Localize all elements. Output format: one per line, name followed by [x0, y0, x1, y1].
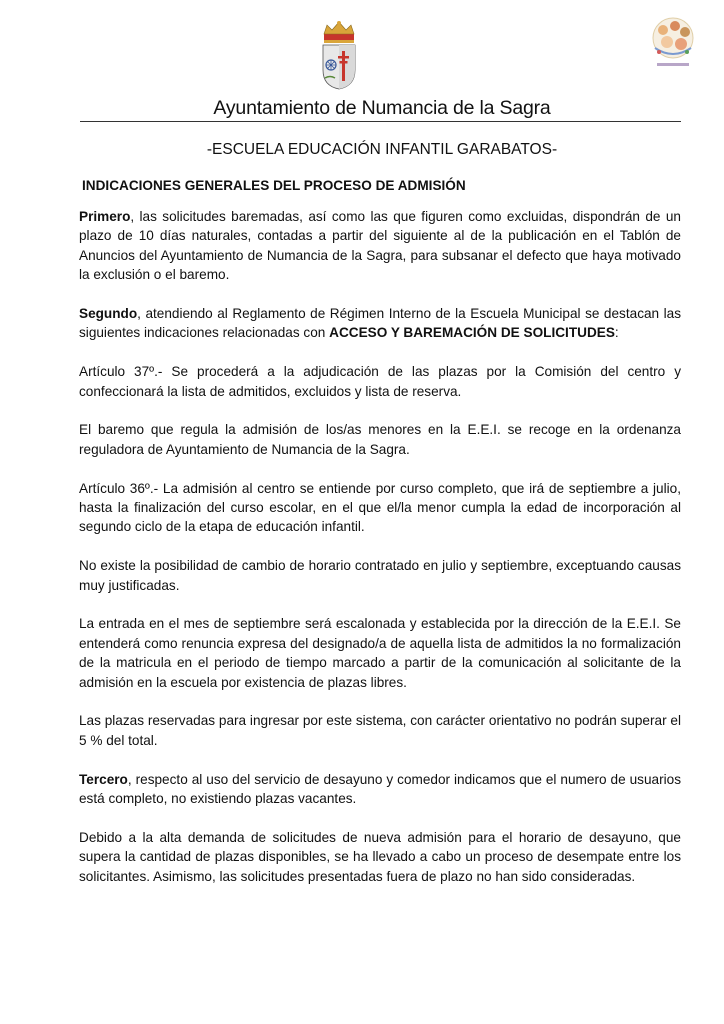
paragraph-septiembre: La entrada en el mes de septiembre será escalonada y establecida por la dirección de la E.E.I. Se entenderá como renuncia expresa del designado/a de aquella lista de admitidos la no formalización de la matricula en el periodo de tiempo marcado a partir de la comunicación al solicitante de la admisión en la escuela por existencia de plazas libres. [79, 616, 681, 690]
page-title: Ayuntamiento de Numancia de la Sagra [213, 97, 551, 119]
paragraph-articulo-37: Artículo 37º.- Se procederá a la adjudicación de las plazas por la Comisión del centro y confeccionará la lista de admitidos, excluidos y lista de reserva. [79, 364, 681, 399]
school-logo-icon [645, 14, 701, 70]
paragraph-segundo [79, 304, 681, 343]
paragraph-lead: Tercero [79, 771, 128, 787]
paragraph-horario: No existe la posibilidad de cambio de horario contratado en julio y septiembre, exceptuando causas muy justificadas. [79, 558, 681, 593]
page-subtitle: -ESCUELA EDUCACIÓN INFANTIL GARABATOS- [206, 141, 558, 158]
document-body [79, 207, 681, 905]
paragraph-articulo-36: Artículo 36º.- La admisión al centro se entiende por curso completo, que irá de septiembre a julio, hasta la finalización del curso escolar, en el que el/la menor cumpla la edad de incorporación al segundo ciclo de la etapa de educación infantil. [79, 480, 681, 535]
paragraph-text: , atendiendo al Reglamento de Régimen Interno de la Escuela Municipal se destacan las siguientes indicaciones relacionadas con [79, 306, 681, 341]
paragraph-text: : [614, 325, 619, 341]
paragraph-tercero [79, 770, 681, 809]
paragraph-emphasis: ACCESO Y BAREMACIÓN DE SOLICITUDES [329, 325, 615, 341]
paragraph-desayuno: Debido a la alta demanda de solicitudes de nueva admisión para el horario de desayuno, que supera la cantidad de plazas disponibles, se ha llevado a cabo un proceso de desempate entre los solicitantes. Asimismo, las solicitudes presentadas fuera de plazo no han sido consideradas. [79, 829, 681, 884]
paragraph-baremo: El baremo que regula la admisión de los/as menores en la E.E.I. se recoge en la ordenanza reguladora de Ayuntamiento de Numancia de la Sagra. [79, 422, 681, 457]
paragraph-text: , las solicitudes baremadas, así como las que figuren como excluidas, dispondrán de un plazo de 10 días naturales, contadas a partir del siguiente al de la publicación en el Tablón de Anuncios del Ayuntamiento de Numancia de la Sagra, para subsanar el defecto que haya motivado la exclusión o el baremo. [79, 209, 681, 283]
section-heading: INDICACIONES GENERALES DEL PROCESO DE ADMISIÓN [82, 178, 466, 193]
coat-of-arms-icon [318, 20, 360, 90]
paragraph-text: , respecto al uso del servicio de desayuno y comedor indicamos que el numero de usuarios está completo, no existiendo plazas vacantes. [79, 771, 681, 807]
paragraph-lead: Primero [79, 209, 131, 224]
paragraph-primero [79, 207, 681, 285]
paragraph-lead: Segundo [79, 306, 138, 322]
header-divider [80, 121, 681, 122]
paragraph-plazas-reservadas: Las plazas reservadas para ingresar por este sistema, con carácter orientativo no podrán superar el 5 % del total. [79, 713, 681, 748]
